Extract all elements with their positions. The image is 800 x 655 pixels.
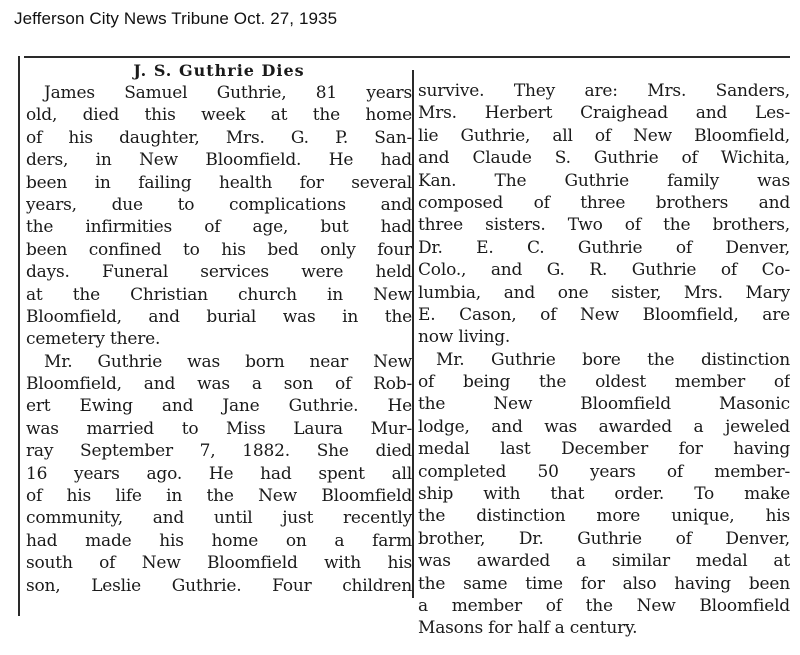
right-column-text: [418, 80, 790, 640]
article-text-line: survive. They are: Mrs. Sanders,: [418, 81, 790, 101]
article-text-line: and Claude S. Guthrie of Wichita,: [418, 148, 790, 169]
left-column-text: [26, 82, 412, 597]
article-text-line: brother, Dr. Guthrie of Denver,: [418, 528, 790, 549]
article-text-line: lie Guthrie, all of New Bloomfield,: [418, 125, 790, 146]
article-text-line: lumbia, and one sister, Mrs. Mary: [418, 282, 790, 303]
article-text-line: Masons for half a century.: [418, 618, 638, 639]
article-text-line: of being the oldest member of: [418, 372, 790, 393]
article-text-line: had made his home on a farm: [26, 530, 412, 551]
article-text-line: been confined to his bed only four: [26, 239, 412, 260]
article-text-line: cemetery there.: [26, 329, 161, 350]
article-text-line: lodge, and was awarded a jeweled: [418, 416, 790, 437]
article-text-line: E. Cason, of New Bloomfield, are: [418, 304, 790, 325]
left-border: [18, 56, 20, 616]
article-text-line: of his life in the New Bloomfield: [26, 486, 412, 507]
article-text-line: years, due to complications and: [26, 194, 412, 215]
article-text-line: was married to Miss Laura Mur-: [26, 418, 412, 439]
article-text-line: Mr. Guthrie was born near New: [44, 351, 412, 372]
article-text-line: James Samuel Guthrie, 81 years: [44, 83, 412, 103]
article-text-line: 16 years ago. He had spent all: [26, 463, 412, 484]
article-text-line: ert Ewing and Jane Guthrie. He: [26, 396, 412, 417]
article-text-line: composed of three brothers and: [418, 192, 790, 213]
article-text-line: completed 50 years of member-: [418, 461, 790, 482]
article-headline: J. S. Guthrie Dies: [133, 61, 305, 80]
article-text-line: Dr. E. C. Guthrie of Denver,: [418, 237, 790, 258]
top-rule: [24, 56, 790, 58]
article-text-line: been in failing health for several: [26, 172, 412, 193]
article-text-line: the same time for also having been: [418, 573, 790, 594]
column-divider: [412, 70, 414, 598]
article-text-line: Bloomfield, and was a son of Rob-: [26, 374, 412, 395]
article-text-line: Kan. The Guthrie family was: [418, 170, 790, 191]
article-text-line: the New Bloomfield Masonic: [418, 394, 790, 415]
article-text-line: old, died this week at the home: [26, 105, 412, 126]
article-text-line: Mr. Guthrie bore the distinction: [436, 349, 790, 370]
article-text-line: the infirmities of age, but had: [26, 217, 412, 238]
article-left-column: [26, 60, 412, 597]
article-text-line: a member of the New Bloomfield: [418, 595, 790, 616]
article-text-line: at the Christian church in New: [26, 284, 412, 305]
article-text-line: was awarded a similar medal at: [418, 551, 790, 572]
article-text-line: Colo., and G. R. Guthrie of Co-: [418, 260, 790, 281]
article-text-line: ders, in New Bloomfield. He had: [26, 150, 412, 171]
article-text-line: now living.: [418, 327, 511, 348]
article-text-line: son, Leslie Guthrie. Four children: [26, 575, 412, 596]
article-text-line: the distinction more unique, his: [418, 506, 790, 527]
article-text-line: three sisters. Two of the brothers,: [418, 215, 790, 236]
article-text-line: south of New Bloomfield with his: [26, 553, 412, 574]
clipping-caption: Jefferson City News Tribune Oct. 27, 1935: [14, 9, 338, 28]
article-text-line: days. Funeral services were held: [26, 262, 412, 283]
article-right-column: [418, 80, 790, 640]
article-text-line: community, and until just recently: [26, 508, 412, 529]
article-text-line: medal last December for having: [418, 439, 790, 460]
article-text-line: ray September 7, 1882. She died: [26, 441, 412, 462]
article-text-line: ship with that order. To make: [418, 484, 790, 505]
article-text-line: Bloomfield, and burial was in the: [26, 306, 412, 327]
article-text-line: of his daughter, Mrs. G. P. San-: [26, 127, 412, 148]
article-text-line: Mrs. Herbert Craighead and Les-: [418, 103, 790, 124]
